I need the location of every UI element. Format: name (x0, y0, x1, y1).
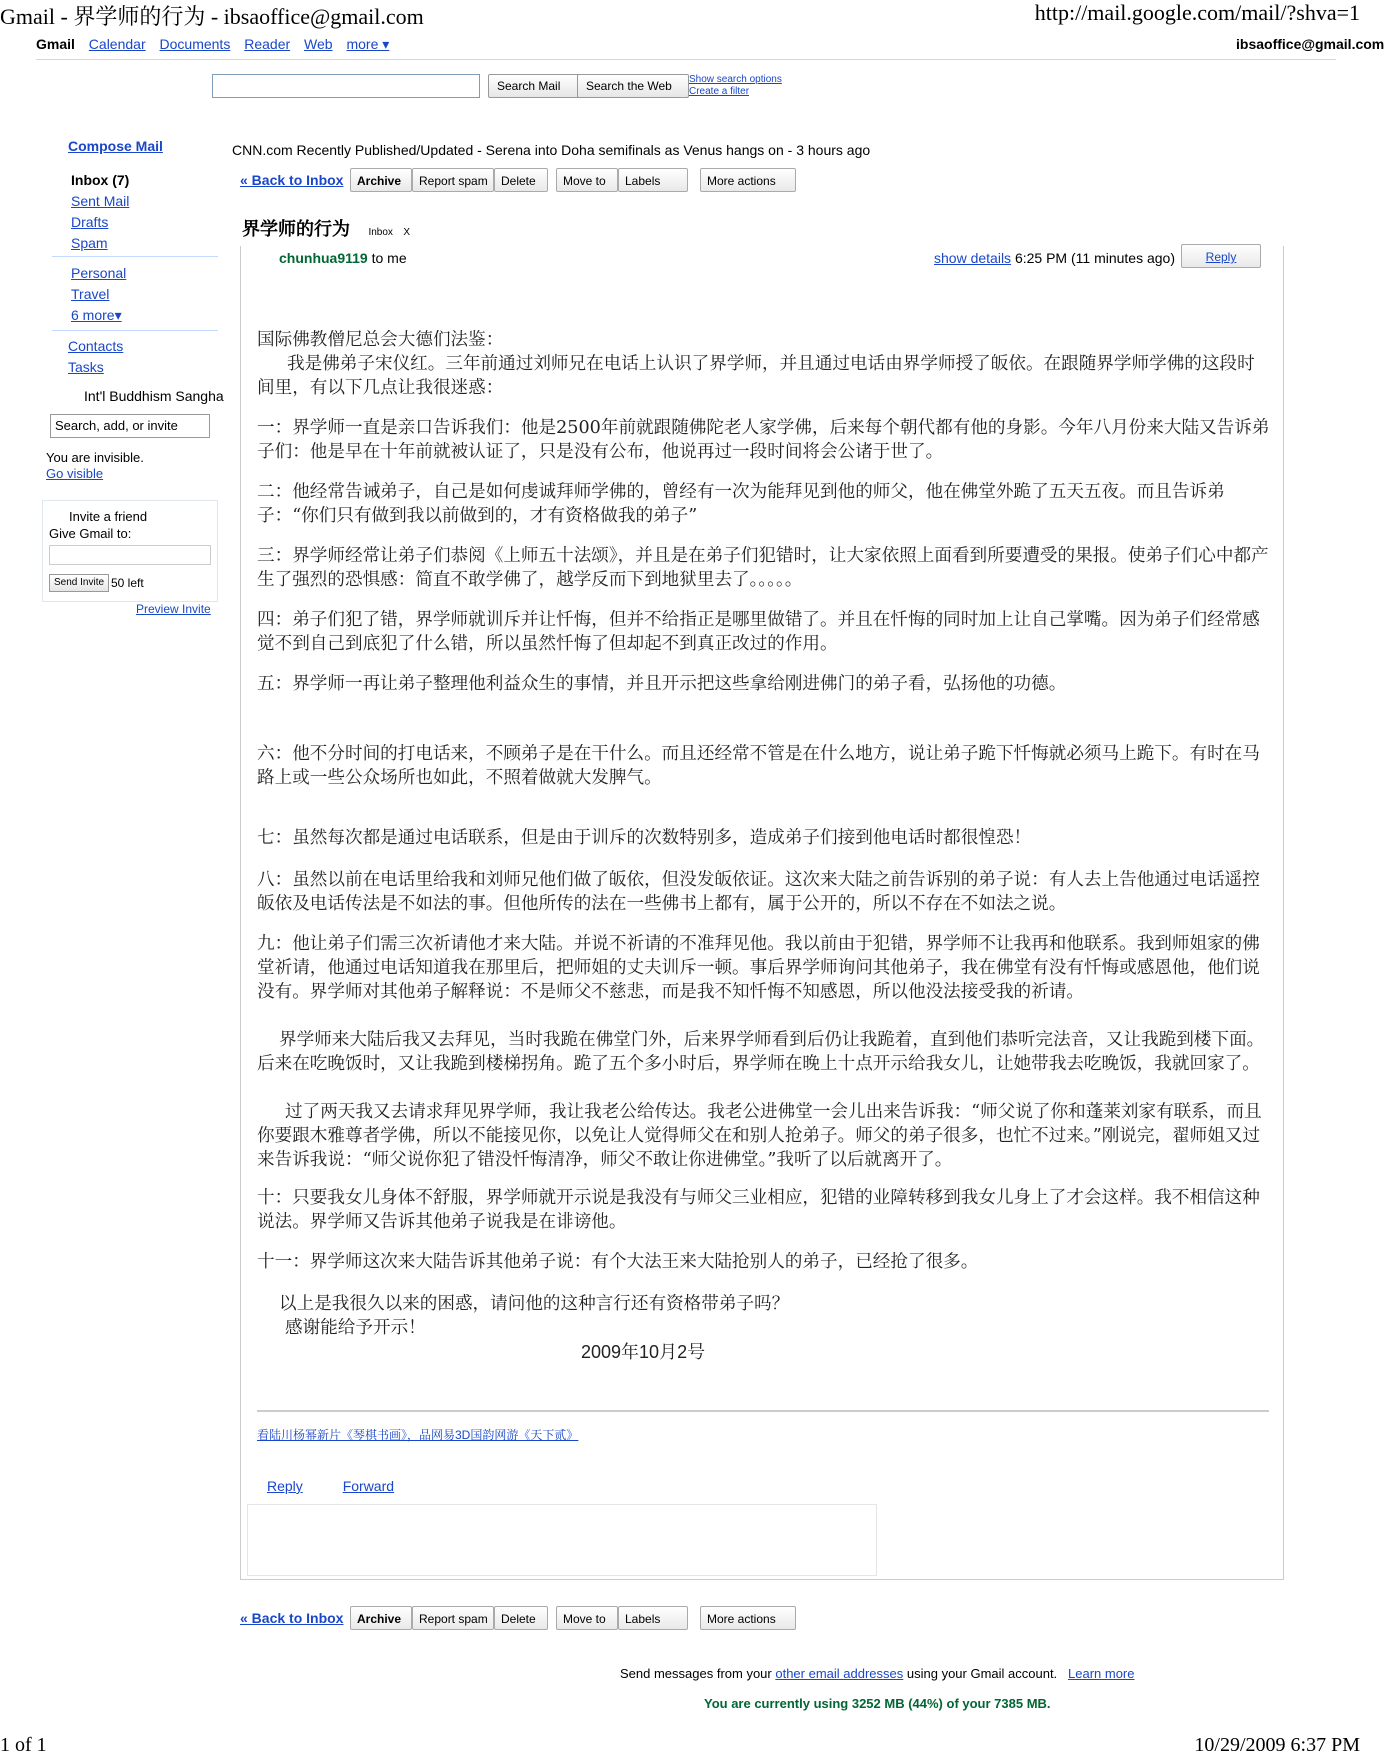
delete-button[interactable]: Delete (494, 168, 548, 192)
sidebar-contacts[interactable]: Contacts (68, 338, 124, 354)
body-paragraph: 一：界学师一直是亲口告诉我们：他是2500年前就跟随佛陀老人家学佛，后来每个朝代都有他的身影。今年八月份来大陆又告诉弟子们：他是早在十年前就被认证了，只是没有公布，他说再过一段时间将会公诸于世了。 (257, 418, 1270, 462)
user-email[interactable]: ibsaoffice@gmail.com (1236, 36, 1384, 52)
gbar-web[interactable]: Web (304, 36, 333, 52)
chat-title: Int'l Buddhism Sangha (84, 388, 224, 404)
gbar-calendar[interactable]: Calendar (88, 36, 146, 52)
reply-button[interactable] (1181, 244, 1261, 268)
salutation: 国际佛教僧尼总会大德们法鉴： (257, 330, 504, 350)
print-footer (0, 1734, 1360, 1760)
invite-email-input[interactable] (49, 545, 211, 565)
remove-label-icon[interactable]: X (403, 227, 411, 238)
closing-thanks: 感谢能给予开示！ (285, 1318, 426, 1338)
back-to-inbox-link[interactable]: « Back to Inbox (240, 1610, 344, 1626)
inbox-label-chip[interactable]: Inbox (368, 227, 393, 238)
create-filter-link[interactable]: Create a filter (689, 86, 750, 97)
invite-title: Invite a friend (69, 509, 148, 524)
sidebar-labels-more[interactable]: 6 more▾ (71, 307, 122, 323)
recipient-text: to me (371, 250, 407, 266)
search-input[interactable] (212, 74, 480, 98)
body-paragraph: 三：界学师经常让弟子们恭阅《上师五十法颂》，并且是在弟子们犯错时，让大家依照上面看到所要遭受的果报。使弟子们心中都产生了强烈的恐惧感：简直不敢学佛了，越学反而下到地狱里去了。。。。。 (257, 546, 1269, 590)
sidebar-item-sent[interactable]: Sent Mail (71, 193, 130, 209)
body-paragraph: 十一：界学师这次来大陆告诉其他弟子说：有个大法王来大陆抢别人的弟子，已经抢了很多。 (257, 1252, 979, 1272)
body-paragraph: 十：只要我女儿身体不舒服，界学师就开示说是我没有与师父三业相应，犯错的业障转移到我女儿身上了才会这样。我不相信这种说法。界学师又告诉其他弟子说我是在诽谤他。 (257, 1188, 1260, 1232)
chat-status-text: You are invisible. (46, 450, 144, 465)
storage-quota: You are currently using 3252 MB (44%) of your 7385 MB. (704, 1696, 1051, 1711)
body-paragraph: 过了两天我又去请求拜见界学师，我让我老公给传达。我老公进佛堂一会儿出来告诉我：“师父说了你和蓬莱刘家有联系，而且你要跟木雅尊者学佛，所以不能接见你，以免让人觉得师父在和别人抢弟子。师父的弟子很多，也忙不过来。”刚说完，翟师姐又过来告诉我说：“师父说你犯了错没忏悔清净，师父不敢让你进佛堂。”我听了以后就离开了。 (257, 1102, 1262, 1170)
delete-button[interactable]: Delete (494, 1606, 548, 1630)
print-url: http://mail.google.com/mail/?shva=1 (1034, 0, 1360, 25)
more-actions-button[interactable]: More actions (700, 1606, 796, 1630)
sidebar-divider (52, 256, 218, 257)
gbar-documents[interactable]: Documents (159, 36, 231, 52)
chat-search-input[interactable]: Search, add, or invite (50, 414, 210, 438)
labels-button[interactable]: Labels (618, 168, 688, 192)
sidebar-tasks[interactable]: Tasks (68, 359, 104, 375)
invite-panel (42, 500, 218, 602)
back-to-inbox-link[interactable]: « Back to Inbox (240, 172, 344, 188)
gbar-more[interactable]: more ▾ (346, 36, 390, 52)
compose-mail-link[interactable]: Compose Mail (68, 138, 163, 154)
invite-give-label: Give Gmail to: (49, 526, 132, 541)
labels-button[interactable]: Labels (618, 1606, 688, 1630)
search-mail-button[interactable]: Search Mail (488, 74, 580, 98)
search-web-button[interactable]: Search the Web (577, 74, 689, 98)
show-details-link[interactable]: show details (934, 250, 1012, 266)
body-paragraph: 七：虽然每次都是通过电话联系，但是由于训斥的次数特别多，造成弟子们接到他电话时都很惶恐！ (257, 828, 1032, 848)
sidebar-item-drafts[interactable]: Drafts (71, 214, 109, 230)
sponsored-link[interactable]: 看陆川杨幂新片《琴棋书画》，品网易3D国韵网游《天下贰》 (257, 1428, 579, 1442)
learn-more-link[interactable]: Learn more (1068, 1666, 1135, 1681)
other-addresses-link[interactable]: other email addresses (775, 1666, 904, 1681)
message-time: 6:25 PM (11 minutes ago) (1014, 250, 1175, 266)
sidebar-item-inbox[interactable]: Inbox (7) (71, 172, 130, 188)
message-card (240, 246, 1284, 1580)
closing-question: 以上是我很久以来的困惑，请问他的这种言行还有资格带弟子吗？ (279, 1294, 790, 1314)
body-paragraph: 我是佛弟子宋仪红。三年前通过刘师兄在电话上认识了界学师，并且通过电话由界学师授了皈依。在跟随界学师学佛的这段时间里，有以下几点让我很迷惑： (257, 354, 1255, 398)
ad-divider (257, 1410, 1269, 1412)
send-invite-button[interactable]: Send Invite (49, 574, 109, 592)
report-spam-button[interactable]: Report spam (412, 168, 494, 192)
chat-status (46, 450, 144, 482)
body-paragraph: 四：弟子们犯了错，界学师就训斥并让忏悔，但并不给指正是哪里做错了。并且在忏悔的同时加上让自己掌嘴。因为弟子们经常感觉不到自己到底犯了什么错，所以虽然忏悔了但却起不到真正改过的作用。 (257, 610, 1260, 654)
conversation-subject (242, 215, 410, 241)
archive-button[interactable]: Archive (350, 168, 412, 192)
more-actions-button[interactable]: More actions (700, 168, 796, 192)
reply-button-label: Reply (1205, 250, 1237, 264)
body-paragraph: 九：他让弟子们需三次祈请他才来大陆。并说不祈请的不准拜见他。我以前由于犯错，界学师不让我再和他联系。我到师姐家的佛堂祈请，他通过电话知道我在那里后，把师姐的丈夫训斥一顿。事后界学师询问其他弟子，我在佛堂有没有忏悔或感恩他，他们说没有。界学师对其他弟子解释说：不是师父不慈悲，而是我不知忏悔不知感恩，所以他没法接受我的祈请。 (257, 934, 1260, 1002)
message-header (279, 250, 407, 266)
invites-left: 50 left (111, 576, 144, 590)
body-paragraph: 界学师来大陆后我又去拜见，当时我跪在佛堂门外，后来界学师看到后仍让我跪着，直到他们恭听完法音，又让我跪到楼下面。后来在吃晚饭时，又让我跪到楼梯拐角。跪了五个多小时后，界学师在晚上十点开示给我女儿，让她带我去吃晚饭，我就回家了。 (257, 1030, 1265, 1074)
gbar-reader[interactable]: Reader (244, 36, 291, 52)
message-meta (934, 250, 1175, 266)
sidebar-label-travel[interactable]: Travel (71, 286, 110, 302)
reply-link[interactable]: Reply (267, 1478, 303, 1494)
quick-reply-box[interactable] (247, 1504, 877, 1576)
body-paragraph: 六：他不分时间的打电话来，不顾弟子是在干什么。而且还经常不管是在什么地方，说让弟子跪下忏悔就必须马上跪下。有时在马路上或一些公众场所也如此，不照着做就大发脾气。 (257, 744, 1260, 788)
footer-send-pre: Send messages from your (620, 1666, 776, 1681)
move-to-button[interactable]: Move to (556, 1606, 618, 1630)
print-header (0, 0, 1360, 28)
print-title: Gmail - 界学师的行为 - ibsaoffice@gmail.com (0, 4, 424, 29)
body-paragraph: 五：界学师一再让弟子整理他利益众生的事情，并且开示把这些拿给刚进佛门的弟子看，弘扬他的功德。 (257, 674, 1067, 694)
archive-button[interactable]: Archive (350, 1606, 412, 1630)
body-paragraph: 八：虽然以前在电话里给我和刘师兄他们做了皈依，但没发皈依证。这次来大陆之前告诉别的弟子说：有人去上告他通过电话遥控皈依及电话传法是不如法的事。但他所传的法在一些佛书上都有，属于公开的，所以不存在不如法之说。 (257, 870, 1260, 914)
sidebar-item-spam[interactable]: Spam (71, 235, 108, 251)
sidebar-label-personal[interactable]: Personal (71, 265, 127, 281)
gbar-gmail: Gmail (36, 36, 75, 52)
letter-date: 2009年10月2号 (581, 1342, 706, 1362)
footer-send-message (620, 1666, 1135, 1681)
sender-name[interactable]: chunhua9119 (279, 250, 368, 266)
preview-invite-link[interactable]: Preview Invite (136, 602, 211, 616)
web-clip[interactable]: CNN.com Recently Published/Updated - Serena into Doha semifinals as Venus hangs on - 3 hours ago (232, 142, 871, 158)
message-actions (267, 1478, 430, 1494)
move-to-button[interactable]: Move to (556, 168, 618, 192)
report-spam-button[interactable]: Report spam (412, 1606, 494, 1630)
sidebar-divider (52, 330, 218, 331)
search-option-links (689, 74, 782, 98)
go-visible-link[interactable]: Go visible (46, 466, 104, 481)
forward-link[interactable]: Forward (342, 1478, 395, 1494)
print-page-number: 1 of 1 (0, 1734, 47, 1756)
body-paragraph: 二：他经常告诫弟子，自己是如何虔诚拜师学佛的，曾经有一次为能拜见到他的师父，他在佛堂外跪了五天五夜。而且告诉弟子：“你们只有做到我以前做到的，才有资格做我的弟子” (257, 482, 1225, 526)
subject-text: 界学师的行为 (242, 219, 350, 240)
print-datetime: 10/29/2009 6:37 PM (1194, 1734, 1360, 1756)
show-search-options-link[interactable]: Show search options (689, 74, 782, 85)
google-bar (36, 36, 1384, 60)
footer-send-post: using your Gmail account. (903, 1666, 1058, 1681)
